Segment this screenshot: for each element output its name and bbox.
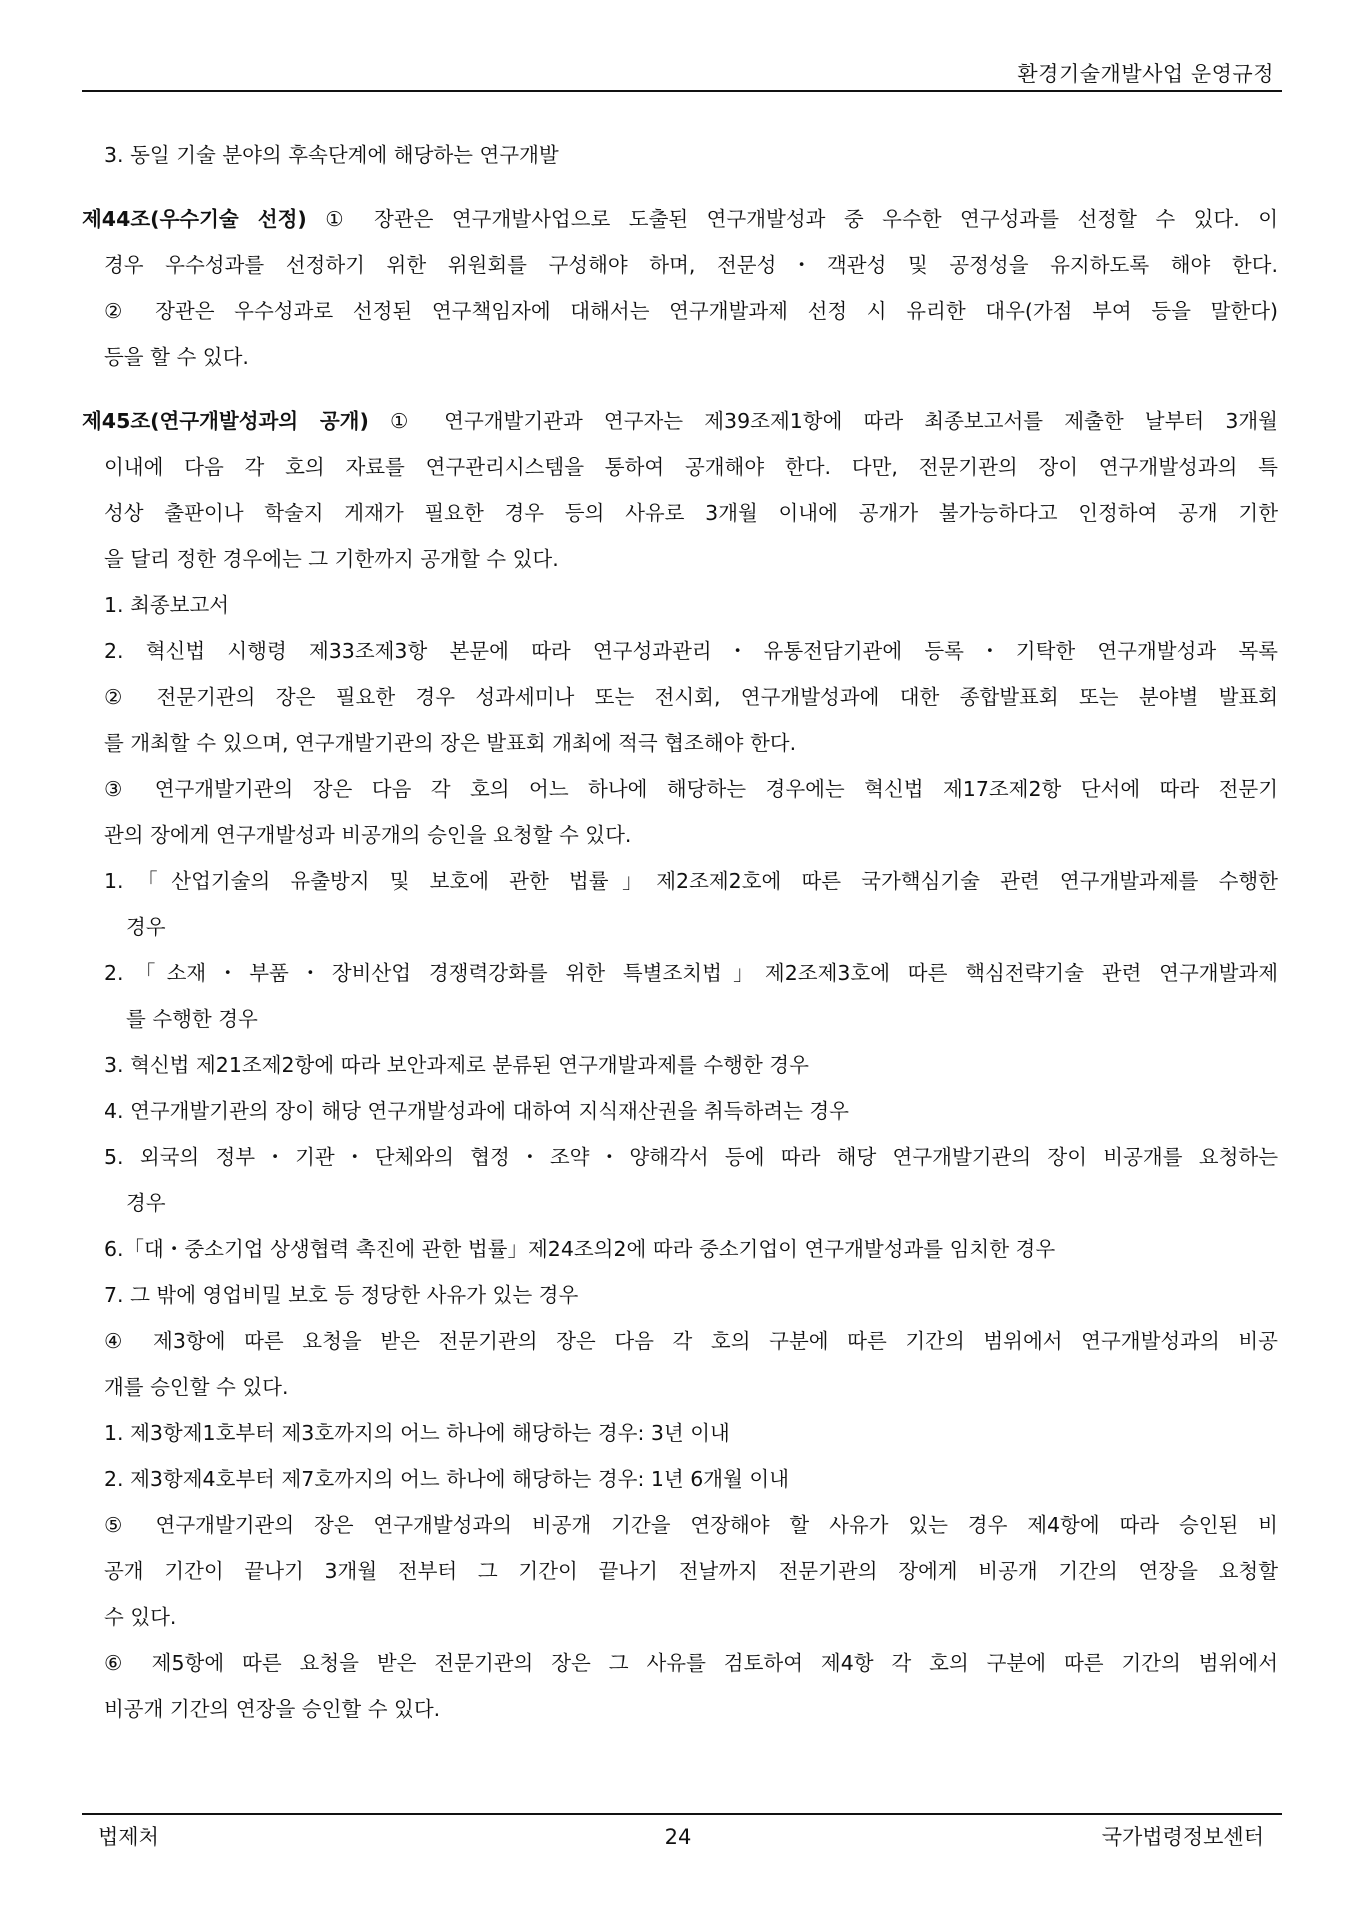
- list-item: 7. 그 밖에 영업비밀 보호 등 정당한 사유가 있는 경우: [104, 1283, 579, 1307]
- list-item: 2. 혁신법 시행령 제33조제3항 본문에 따라 연구성과관리・유통전담기관에 등록・기탁한 연구개발성과 목록: [104, 639, 1278, 663]
- text-line: ① 장관은 연구개발사업으로 도출된 연구개발성과 중 우수한 연구성과를 선정할 수 있다. 이: [306, 207, 1278, 231]
- text-line: ② 장관은 우수성과로 선정된 연구책임자에 대해서는 연구개발과제 선정 시 유리한 대우(가점 부여 등을 말한다): [104, 299, 1278, 323]
- text-line: 를 개최할 수 있으며, 연구개발기관의 장은 발표회 개최에 적극 협조해야 한다.: [104, 731, 797, 755]
- list-item: 1. 최종보고서: [104, 593, 230, 617]
- list-item: 3. 혁신법 제21조제2항에 따라 보안과제로 분류된 연구개발과제를 수행한 경우: [104, 1053, 809, 1077]
- text-line: 관의 장에게 연구개발성과 비공개의 승인을 요청할 수 있다.: [104, 823, 632, 847]
- list-item-continuation: 경우: [126, 1191, 166, 1215]
- text-line: 경우 우수성과를 선정하기 위한 위원회를 구성해야 하며, 전문성・객관성 및 공정성을 유지하도록 해야 한다.: [104, 253, 1278, 277]
- text-line: ① 연구개발기관과 연구자는 제39조제1항에 따라 최종보고서를 제출한 날부터 3개월: [368, 409, 1278, 433]
- article-45-heading: 제45조(연구개발성과의 공개): [82, 409, 369, 433]
- text-line: ② 전문기관의 장은 필요한 경우 성과세미나 또는 전시회, 연구개발성과에 대한 종합발표회 또는 분야별 발표회: [104, 685, 1278, 709]
- text-line: 개를 승인할 수 있다.: [104, 1375, 289, 1399]
- text-line: ④ 제3항에 따른 요청을 받은 전문기관의 장은 다음 각 호의 구분에 따른 기간의 범위에서 연구개발성과의 비공: [104, 1329, 1278, 1353]
- text-line: ⑤ 연구개발기관의 장은 연구개발성과의 비공개 기간을 연장해야 할 사유가 있는 경우 제4항에 따라 승인된 비: [104, 1513, 1278, 1537]
- list-item: 4. 연구개발기관의 장이 해당 연구개발성과에 대하여 지식재산권을 취득하려는 경우: [104, 1099, 849, 1123]
- text-line: 이내에 다음 각 호의 자료를 연구관리시스템을 통하여 공개해야 한다. 다만, 전문기관의 장이 연구개발성과의 특: [104, 455, 1278, 479]
- footer-rule: [82, 1813, 1282, 1815]
- footer-source: 국가법령정보센터: [1101, 1825, 1264, 1849]
- list-item-continuation: 경우: [126, 915, 166, 939]
- list-item: 1. 제3항제1호부터 제3호까지의 어느 하나에 해당하는 경우: 3년 이내: [104, 1421, 730, 1445]
- footer-publisher: 법제처: [98, 1825, 159, 1849]
- text-line: ③ 연구개발기관의 장은 다음 각 호의 어느 하나에 해당하는 경우에는 혁신법 제17조제2항 단서에 따라 전문기: [104, 777, 1278, 801]
- text-line: 공개 기간이 끝나기 3개월 전부터 그 기간이 끝나기 전날까지 전문기관의 장에게 비공개 기간의 연장을 요청할: [104, 1559, 1278, 1583]
- text-line: 등을 할 수 있다.: [104, 345, 249, 369]
- text-line: 비공개 기간의 연장을 승인할 수 있다.: [104, 1697, 441, 1721]
- document-body: [82, 132, 1278, 1732]
- list-item: 1.「산업기술의 유출방지 및 보호에 관한 법률」제2조제2호에 따른 국가핵심기술 관련 연구개발과제를 수행한: [104, 869, 1278, 893]
- text-line: ⑥ 제5항에 따른 요청을 받은 전문기관의 장은 그 사유를 검토하여 제4항 각 호의 구분에 따른 기간의 범위에서: [104, 1651, 1278, 1675]
- header-rule: [82, 90, 1282, 92]
- text-line: 수 있다.: [104, 1605, 177, 1629]
- article-44-heading: 제44조(우수기술 선정): [82, 207, 307, 231]
- list-item: 5. 외국의 정부・기관・단체와의 협정・조약・양해각서 등에 따라 해당 연구개발기관의 장이 비공개를 요청하는: [104, 1145, 1278, 1169]
- text-line: 성상 출판이나 학술지 게재가 필요한 경우 등의 사유로 3개월 이내에 공개가 불가능하다고 인정하여 공개 기한: [104, 501, 1278, 525]
- text-line: 을 달리 정한 경우에는 그 기한까지 공개할 수 있다.: [104, 547, 559, 571]
- text-line: 3. 동일 기술 분야의 후속단계에 해당하는 연구개발: [104, 143, 559, 167]
- article-44: [82, 196, 1278, 380]
- article-45: [82, 398, 1278, 1732]
- list-item-continuation: 를 수행한 경우: [126, 1007, 258, 1031]
- page-header-title: 환경기술개발사업 운영규정: [1017, 62, 1274, 86]
- page-number: 24: [664, 1825, 692, 1849]
- list-item: 6.「대・중소기업 상생협력 촉진에 관한 법률」제24조의2에 따라 중소기업이 연구개발성과를 임치한 경우: [104, 1237, 1056, 1261]
- list-item: 2.「소재・부품・장비산업 경쟁력강화를 위한 특별조치법」제2조제3호에 따른 핵심전략기술 관련 연구개발과제: [104, 961, 1278, 985]
- list-item: 2. 제3항제4호부터 제7호까지의 어느 하나에 해당하는 경우: 1년 6개월 이내: [104, 1467, 790, 1491]
